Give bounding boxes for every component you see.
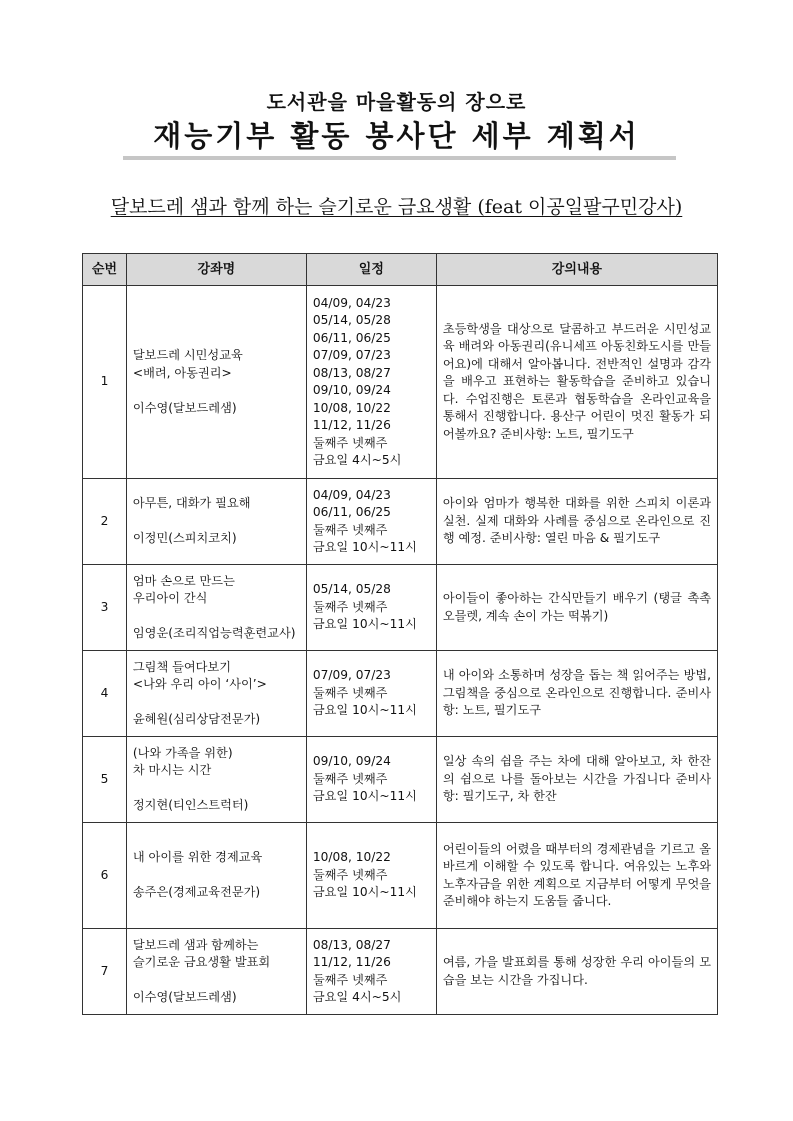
schedule-cell (306, 929, 436, 1015)
content-cell: 어린이들의 어렸을 때부터의 경제관념을 기르고 올바르게 이해할 수 있도록 합니다. 여유있는 노후와 노후자금을 위한 계획으로 지금부터 어떻게 무엇을 준비해야 하는지 도움들 줍니다. (436, 823, 717, 929)
schedule-line: 둘째주 넷째주 (312, 685, 388, 700)
schedule-line: 금요일 4시~5시 (312, 453, 402, 467)
table-row (83, 823, 718, 929)
schedule-line: 둘째주 넷째주 (312, 867, 388, 882)
schedule-line: 06/11, 06/25 (312, 505, 391, 519)
lecture-cell (126, 737, 306, 823)
schedule-line: 금요일 10시~11시 (312, 885, 417, 900)
document-title: 재능기부 활동 봉사단 세부 계획서 (153, 119, 640, 153)
lecture-cell (126, 651, 306, 737)
plan-table (82, 253, 718, 1015)
content-cell: 여름, 가을 발표회를 통해 성장한 우리 아이들의 모습을 보는 시간을 가집니다. (436, 929, 717, 1015)
row-number: 6 (83, 823, 127, 929)
schedule-line: 09/10, 09/24 (312, 754, 391, 769)
schedule-cell (306, 651, 436, 737)
header-lecture: 강좌명 (126, 254, 306, 286)
lecture-line: 아무튼, 대화가 필요해 (132, 496, 251, 511)
schedule-cell (306, 823, 436, 929)
table-row (83, 737, 718, 823)
content-cell: 아이들이 좋아하는 간식만들기 배우기 (탱글 촉촉 오믈렛, 계속 손이 가는 떡볶기) (436, 565, 717, 651)
lecture-line: 달보드레 시민성교육 (132, 348, 243, 362)
row-number: 3 (83, 565, 127, 651)
lecture-line: 송주은(경제교육전문가) (132, 885, 261, 900)
schedule-line: 둘째주 넷째주 (312, 771, 388, 786)
schedule-line: 07/09, 07/23 (312, 348, 391, 362)
lecture-line: 우리아이 간식 (132, 591, 208, 605)
lecture-line: <나와 우리 아이 ‘사이’> (132, 677, 267, 691)
lecture-line: 정지현(티인스트럭터) (132, 798, 249, 812)
lecture-line: 달보드레 샘과 함께하는 (132, 937, 259, 952)
schedule-line: 둘째주 넷째주 (312, 972, 388, 987)
row-number: 4 (83, 651, 127, 737)
schedule-line: 05/14, 05/28 (312, 582, 391, 597)
header-schedule: 일정 (306, 254, 436, 286)
schedule-line: 금요일 10시~11시 (312, 789, 417, 804)
content-cell: 일상 속의 쉼을 주는 차에 대해 알아보고, 차 한잔의 쉼으로 나를 돌아보는 시간을 가집니다 준비사항: 필기도구, 차 한잔 (436, 737, 717, 823)
lecture-line: 내 아이를 위한 경제교육 (132, 850, 263, 865)
schedule-line: 금요일 10시~11시 (312, 540, 417, 554)
schedule-line: 11/12, 11/26 (312, 955, 391, 969)
table-header-row (83, 254, 718, 286)
schedule-cell (306, 286, 436, 479)
lecture-cell (126, 823, 306, 929)
table-row (83, 286, 718, 479)
schedule-line: 금요일 4시~5시 (312, 990, 402, 1004)
schedule-line: 둘째주 넷째주 (312, 599, 388, 614)
lecture-line: 임영운(조리직업능력훈련교사) (132, 626, 296, 640)
content-cell: 내 아이와 소통하며 성장을 돕는 책 읽어주는 방법, 그림책을 중심으로 온라인으로 진행합니다. 준비사항: 노트, 필기도구 (436, 651, 717, 737)
lecture-line: 이수영(달보드레샘) (132, 990, 237, 1004)
schedule-line: 04/09, 04/23 (312, 295, 391, 310)
lecture-cell (126, 286, 306, 479)
lecture-line: 윤혜원(심리상담전문가) (132, 712, 261, 726)
document-subtitle: 도서관을 마을활동의 장으로 (266, 90, 527, 114)
schedule-line: 04/09, 04/23 (312, 487, 391, 502)
program-title-text: 달보드레 샘과 함께 하는 슬기로운 금요생활 (feat 이공일팔구민강사) (110, 196, 683, 218)
line-spacer (133, 867, 300, 885)
table-row (83, 565, 718, 651)
row-number: 7 (83, 929, 127, 1015)
lecture-line: 슬기로운 금요생활 발표회 (132, 955, 271, 969)
header-number: 순번 (83, 254, 127, 286)
lecture-cell (126, 565, 306, 651)
row-number: 2 (83, 479, 127, 565)
schedule-line: 금요일 10시~11시 (312, 617, 417, 632)
schedule-cell (306, 737, 436, 823)
schedule-line: 09/10, 09/24 (312, 383, 391, 397)
schedule-cell (306, 479, 436, 565)
line-spacer (133, 972, 300, 990)
content-cell: 아이와 엄마가 행복한 대화를 위한 스피치 이론과 실천. 실제 대화와 사례를 중심으로 온라인으로 진행 예정. 준비사항: 열린 마음 & 필기도구 (436, 479, 717, 565)
schedule-cell (306, 565, 436, 651)
line-spacer (133, 382, 300, 400)
schedule-line: 10/08, 10/22 (312, 850, 391, 865)
schedule-line: 둘째주 넷째주 (312, 435, 388, 450)
schedule-line: 07/09, 07/23 (312, 668, 391, 683)
lecture-line: 차 마시는 시간 (132, 763, 212, 777)
schedule-line: 08/13, 08/27 (312, 365, 391, 380)
content-cell: 초등학생을 대상으로 달콤하고 부드러운 시민성교육 배려와 아동권리(유니세프 아동친화도시를 만들어요)에 대해서 알아봅니다. 전반적인 설명과 감각을 배우고 표현하는 활동학습을 준비하고 있습니다. 수업진행은 토론과 협동학습을 온라인교육을 통해서 진행합니다. 용산구 어린이 멋진 활동가 되어볼까요? 준비사항: 노트, 필기도구 (436, 286, 717, 479)
lecture-line: 이수영(달보드레샘) (132, 400, 237, 415)
table-row (83, 479, 718, 565)
schedule-line: 11/12, 11/26 (312, 418, 391, 432)
schedule-line: 둘째주 넷째주 (312, 522, 388, 537)
lecture-line: 이정민(스피치코치) (132, 531, 237, 546)
lecture-cell (126, 929, 306, 1015)
schedule-line: 05/14, 05/28 (312, 313, 391, 327)
row-number: 5 (83, 737, 127, 823)
schedule-line: 10/08, 10/22 (312, 400, 391, 415)
line-spacer (133, 694, 300, 712)
schedule-line: 08/13, 08/27 (312, 937, 391, 952)
line-spacer (133, 513, 300, 531)
schedule-line: 06/11, 06/25 (312, 330, 391, 345)
lecture-line: 엄마 손으로 만드는 (132, 573, 235, 588)
line-spacer (133, 608, 300, 626)
line-spacer (133, 780, 300, 798)
title-divider (123, 156, 676, 160)
header-content: 강의내용 (436, 254, 717, 286)
lecture-line: <배려, 아동권리> (132, 365, 232, 380)
table-row (83, 929, 718, 1015)
lecture-cell (126, 479, 306, 565)
lecture-line: (나와 가족을 위한) (132, 745, 233, 760)
row-number: 1 (83, 286, 127, 479)
program-title (0, 192, 793, 219)
table-row (83, 651, 718, 737)
schedule-line: 금요일 10시~11시 (312, 703, 417, 718)
lecture-line: 그림책 들여다보기 (132, 659, 231, 674)
